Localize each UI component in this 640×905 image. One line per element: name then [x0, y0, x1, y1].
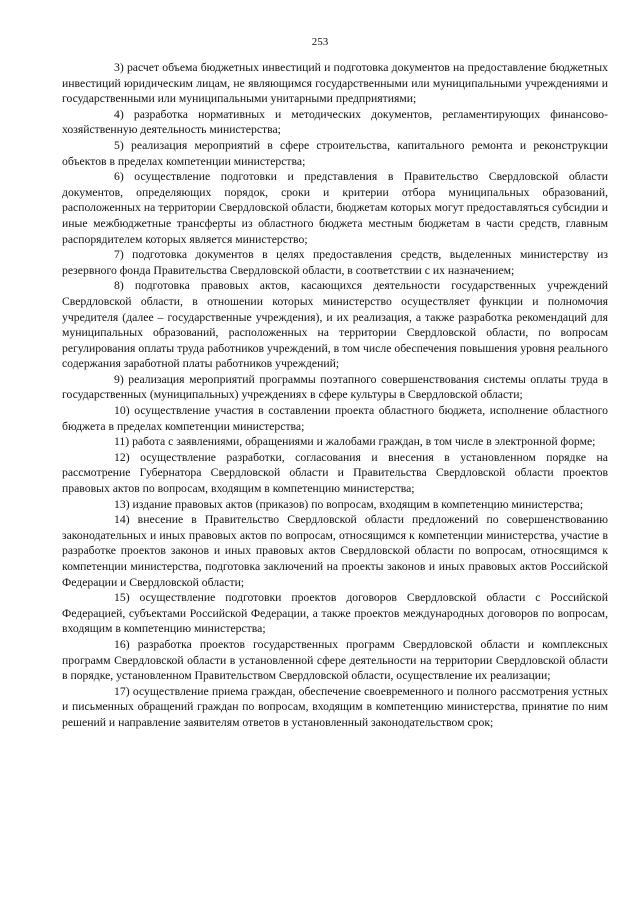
paragraph-item-9: 9) реализация мероприятий программы поэтапного совершенствования системы оплаты труда в государственных (муниципальных) учреждениях в сфере культуры в Свердловской области;	[62, 372, 608, 402]
paragraph-item-7: 7) подготовка документов в целях предоставления средств, выделенных министерству из резервного фонда Правительства Свердловской области, в соответствии с их назначением;	[62, 248, 608, 277]
paragraph-item-6: 6) осуществление подготовки и представления в Правительство Свердловской области документов, определяющих порядок, сроки и критерии отбора муниципальных образований, расположенных на территории Свердловской области, бюджетам которых могут предоставляться субсидии и иные межбюджетные трансферты из областного бюджета местным бюджетам в части средств, главным распорядителем которых является министерство;	[62, 170, 608, 246]
paragraph-item-15: 15) осуществление подготовки проектов договоров Свердловской области с Российской Федерацией, субъектами Российской Федерации, а также проектов международных договоров по вопросам, входящим в компетенцию министерства;	[62, 591, 608, 636]
paragraph-item-17: 17) осуществление приема граждан, обеспечение своевременного и полного рассмотрения устных и письменных обращений граждан по вопросам, входящим в компетенцию министерства, принятие по ним решений и направление заявителям ответов в установленный законодательством срок;	[62, 684, 608, 729]
paragraph-item-4: 4) разработка нормативных и методических документов, регламентирующих финансово-хозяйственную деятельность министерства;	[62, 107, 608, 137]
paragraph-item-8: 8) подготовка правовых актов, касающихся деятельности государственных учреждений Свердловской области, в отношении которых министерство осуществляет функции и полномочия учредителя (далее – государственные учреждения), и их реализация, а также разработка рекомендаций для муниципальных образований, расположенных на территории Свердловской области, по вопросам регулирования оплаты труда работников учреждений, в том числе обеспечения повышения уровня реального содержания заработной платы работников учреждений;	[62, 279, 608, 371]
paragraph-item-5: 5) реализация мероприятий в сфере строительства, капитального ремонта и реконструкции объектов в пределах компетенции министерства;	[62, 138, 608, 168]
paragraph-item-11: 11) работа с заявлениями, обращениями и жалобами граждан, в том числе в электронной форме;	[114, 435, 596, 449]
paragraph-item-10: 10) осуществление участия в составлении проекта областного бюджета, исполнение областного бюджета в пределах компетенции министерства;	[62, 404, 608, 433]
page-number: 253	[311, 36, 329, 48]
document-body	[62, 60, 608, 731]
paragraph-item-3: 3) расчет объема бюджетных инвестиций и подготовка документов на предоставление бюджетных инвестиций юридическим лицам, не являющимся государственными или муниципальными учреждениями и государственными или муниципальными унитарными предприятиями;	[62, 61, 608, 106]
paragraph-item-12: 12) осуществление разработки, согласования и внесения в установленном порядке на рассмотрение Губернатора Свердловской области и Правительства Свердловской области проектов правовых актов по вопросам, входящим в компетенцию министерства;	[62, 450, 608, 496]
paragraph-item-16: 16) разработка проектов государственных программ Свердловской области и комплексных программ Свердловской области в установленной сфере деятельности на территории Свердловской области в порядке, установленном Правительством Свердловской области, осуществление их реализации;	[62, 637, 608, 683]
paragraph-item-13: 13) издание правовых актов (приказов) по вопросам, входящим в компетенцию министерства;	[114, 497, 584, 511]
paragraph-item-14: 14) внесение в Правительство Свердловской области предложений по совершенствованию законодательных и иных правовых актов по вопросам, относящимся к компетенции министерства, участие в разработке проектов законов и иных правовых актов Свердловской области по вопросам, относящимся к компетенции министерства, подготовка заключений на проекты законов и иных правовых актов Российской Федерации и Свердловской области;	[62, 513, 608, 589]
